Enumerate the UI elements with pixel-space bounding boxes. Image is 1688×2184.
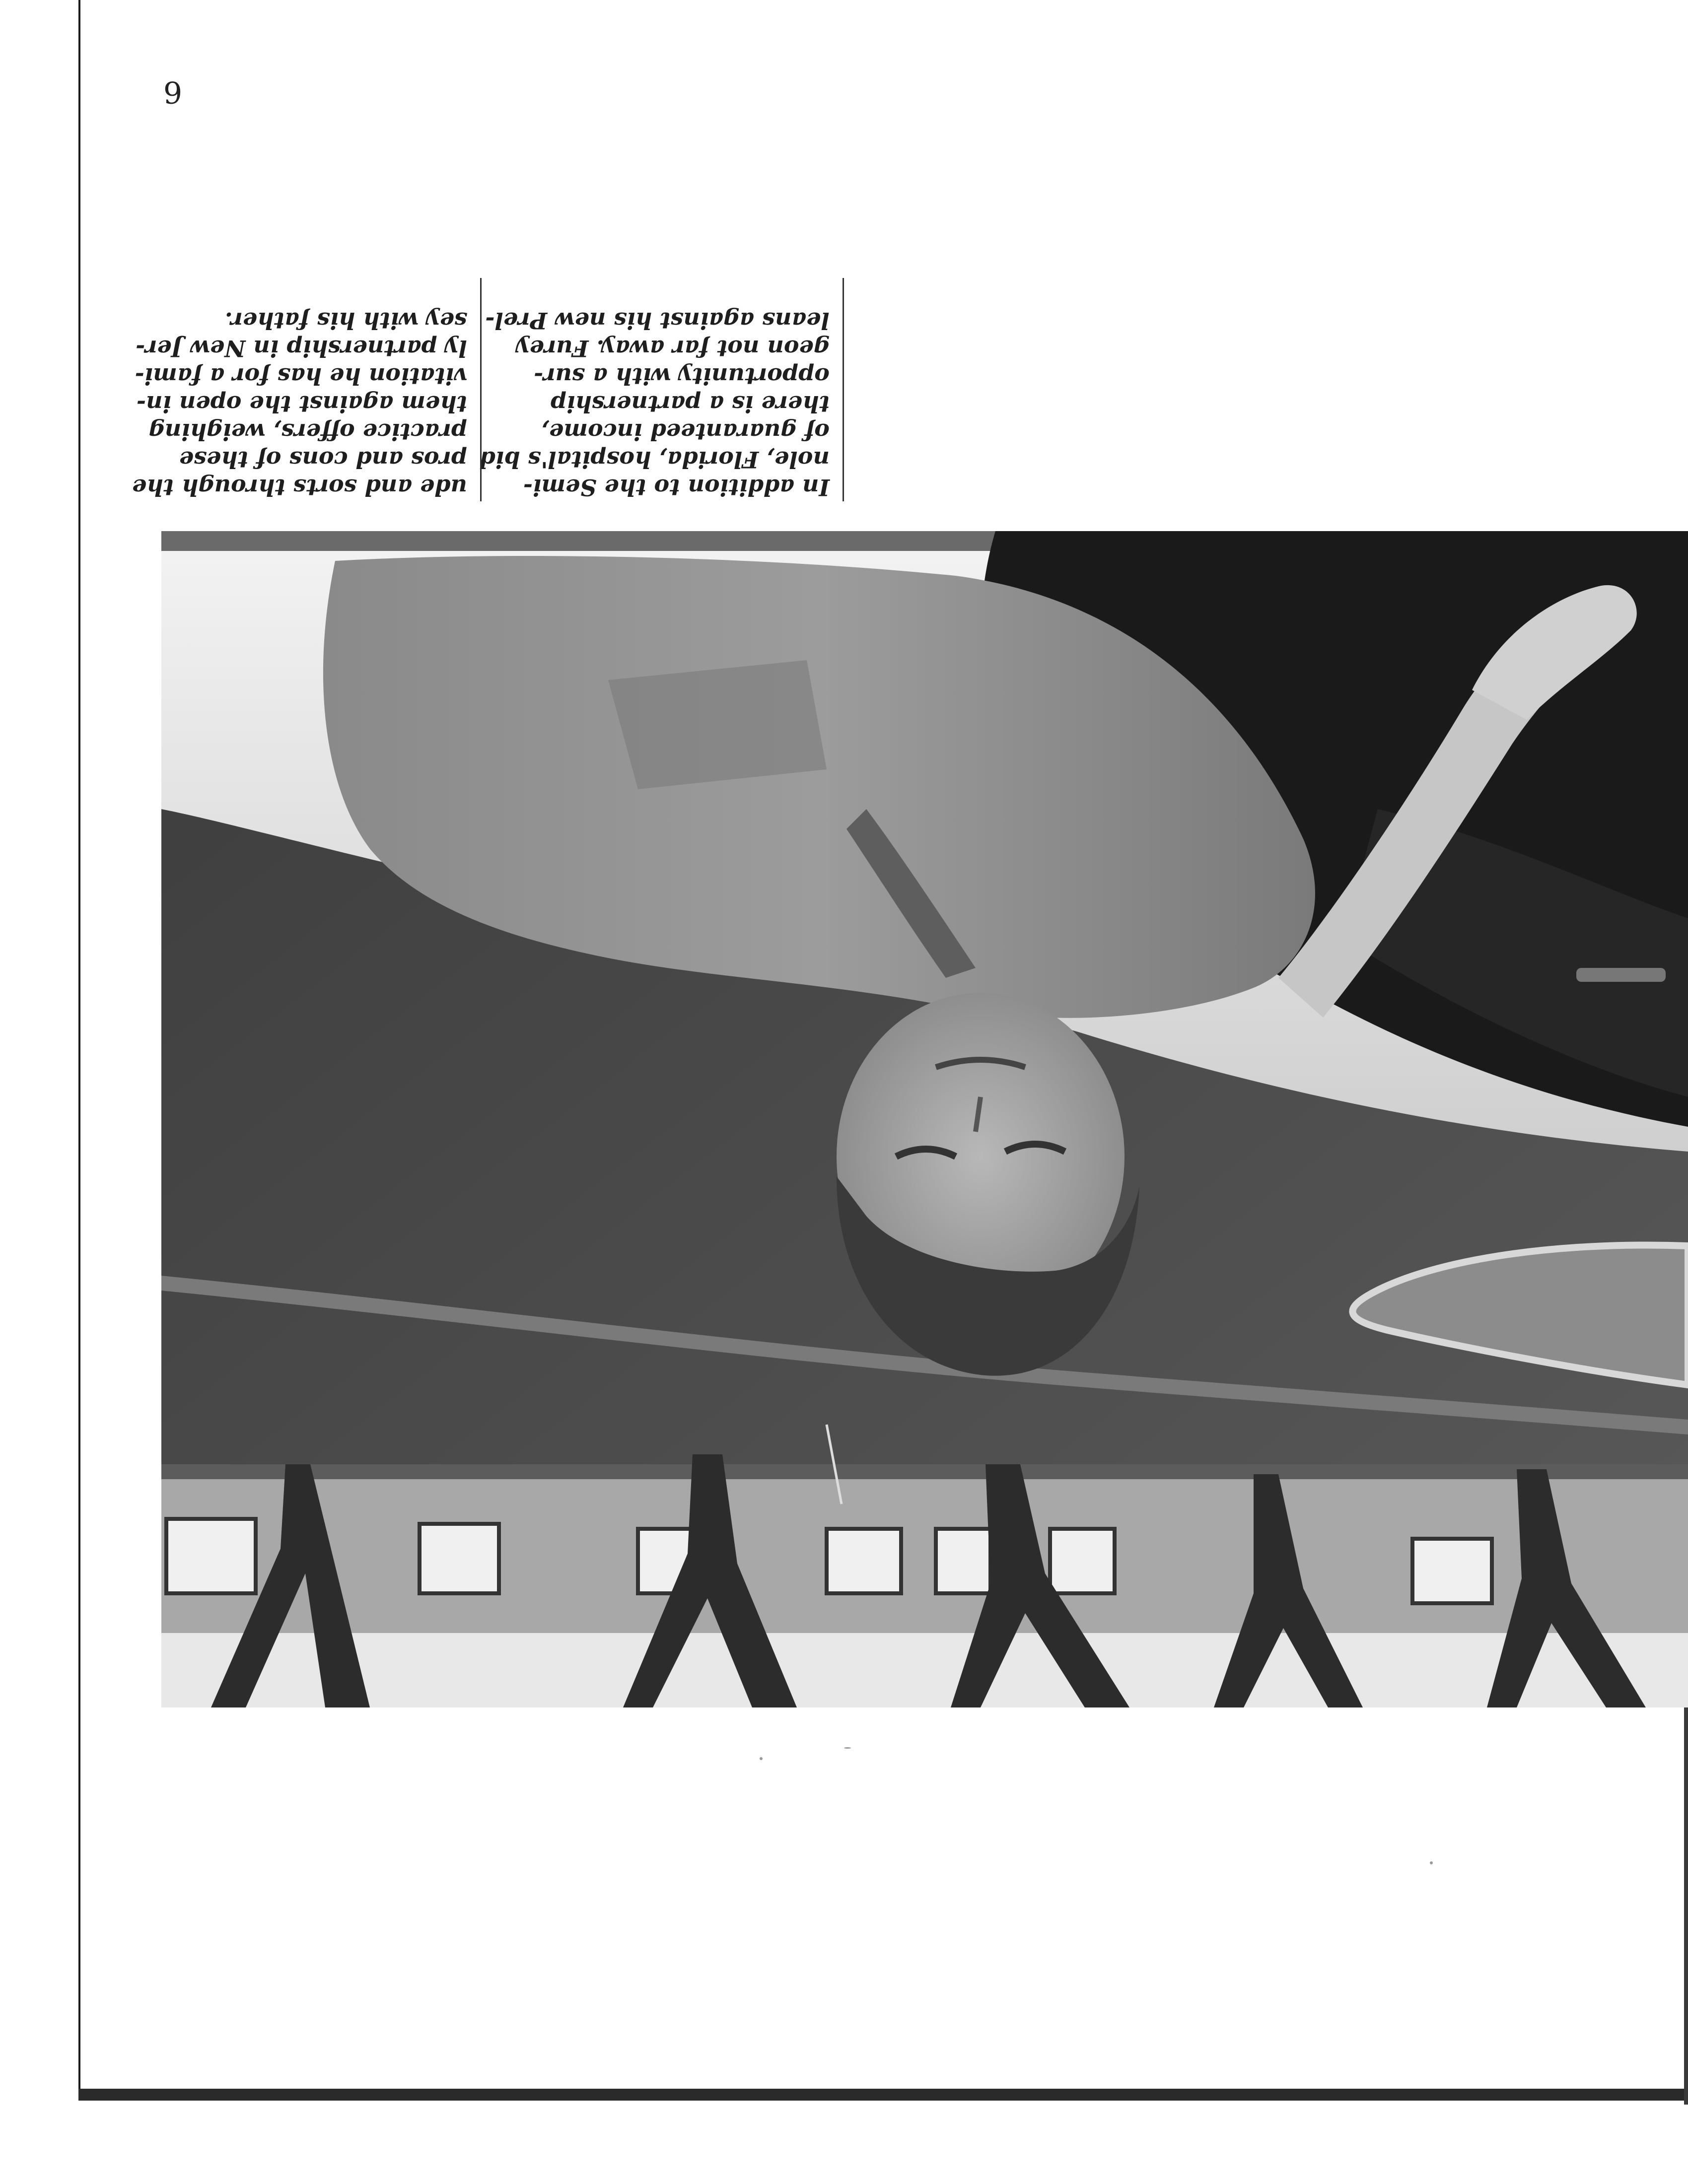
- caption-line: opportunity with a sur-: [534, 363, 830, 390]
- scan-speck: [760, 1757, 763, 1760]
- caption-line: of guaranteed income,: [541, 418, 830, 445]
- caption-line: them against the open in-: [136, 391, 467, 417]
- building-eave: [161, 1464, 1688, 1479]
- caption-line: ude and sorts through the: [132, 474, 467, 501]
- photo-illustration: [161, 531, 1688, 1707]
- page-edge-left: [78, 0, 80, 2100]
- scan-speck: [1430, 1861, 1433, 1864]
- caption-line: In addition to the Semi-: [523, 474, 830, 501]
- bright-background: [161, 1633, 1688, 1707]
- page-number: 6: [163, 74, 183, 109]
- scan-speck: [844, 1747, 851, 1749]
- door-handle: [1576, 968, 1666, 982]
- shirt-pocket-shadow: [608, 660, 827, 789]
- caption-line: there is a partnership: [550, 391, 830, 417]
- page-edge-bottom: [78, 2089, 1688, 2101]
- caption-line: geon not far away. Furey: [516, 335, 830, 362]
- caption-line: sey with his father.: [224, 307, 467, 334]
- caption-line: pros and cons of these: [179, 446, 467, 473]
- caption-column-1: [479, 278, 844, 501]
- caption-line: practice offers, weighing: [148, 418, 467, 445]
- caption-line: ly partnership in New Jer-: [136, 335, 467, 362]
- photograph: [161, 531, 1688, 1707]
- caption-line: leans against his new Prel-: [485, 307, 830, 334]
- caption-line: vitation he has for a fami-: [135, 363, 467, 390]
- page-edge-right: [1684, 1678, 1688, 2105]
- caption-line: nole, Florida, hospital's bid: [479, 446, 830, 473]
- caption-column-2: [132, 278, 482, 501]
